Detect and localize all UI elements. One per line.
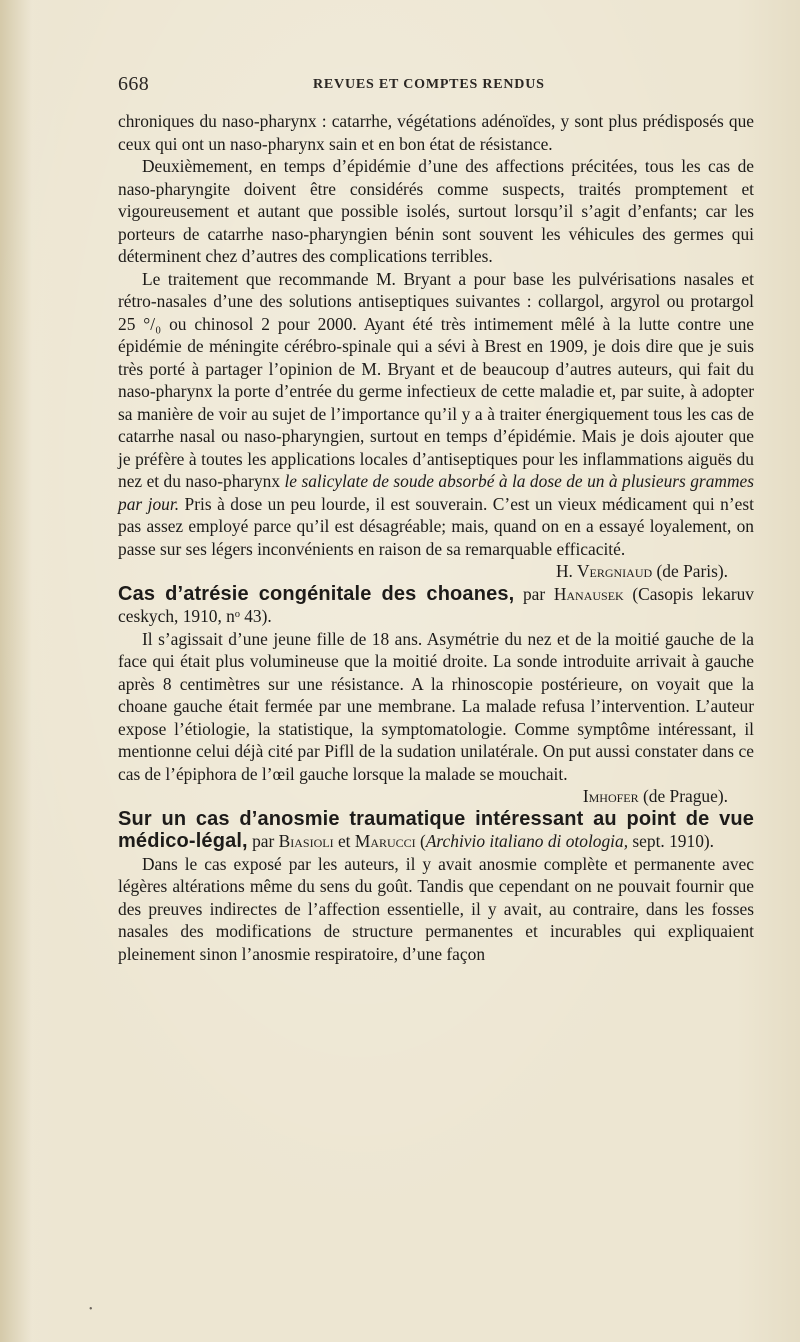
- abstract-anosmie-source-open: (: [415, 831, 426, 851]
- abstract-choanes-title: Cas d’atrésie congénitale des choanes,: [118, 582, 515, 605]
- abstract-anosmie-by: par: [247, 831, 279, 851]
- running-title: REVUES ET COMPTES RENDUS: [313, 77, 545, 92]
- treatment-text-part-2: Pris à dose un peu lourde, il est souverain. C’est un vieux médicament qui n’est pas assez employé parce qu’il est désagréable; mais, quand on en a essayé loyalement, on passe sur ses légers inconvénients en raison de sa remarquable efficacité.: [118, 493, 754, 559]
- page-number: 668: [118, 73, 150, 95]
- abstract-anosmie-author-2: Marucci: [354, 831, 416, 851]
- signature-imhofer-name: Imhofer: [582, 786, 639, 806]
- paragraph-continuation: chroniques du naso-pharynx : catarrhe, végétations adénoïdes, y sont plus prédisposés que ceux qui ont un naso-pharynx sain et en bon état de résistance.: [118, 111, 754, 154]
- treatment-italic-phrase: le salicylate de soude absorbé à la dose de un à plusieurs grammes par jour.: [118, 471, 754, 514]
- abstract-choanes-author: Hanausek: [553, 583, 624, 604]
- page-header: [118, 70, 754, 110]
- abstract-anosmie-source-close: sept. 1910).: [628, 831, 715, 851]
- article-body: [118, 110, 754, 965]
- document-page: [118, 70, 754, 965]
- signature-place: (de Paris).: [652, 561, 728, 581]
- signature-imhofer: [118, 785, 754, 808]
- abstract-choanes-heading: [118, 583, 754, 628]
- abstract-choanes-text: Il s’agissait d’une jeune fille de 18 ans. Asymétrie du nez et de la moitié gauche de la face qui était plus volumineuse que la moitié droite. La sonde introduite arrivait à gauche après 8 centimètres sur une résistance. A la rhinoscopie postérieure, on voyait que la choane gauche était fermée par une membrane. La malade refusa l’intervention. L’auteur expose l’étiologie, la statistique, la symptomatologie. Comme symptôme intéressant, il mentionne celui déjà cité par Pifll de la sudation unilatérale. On put aussi constater dans ce cas de l’épiphora de l’œil gauche lorsque la malade se mouchait.: [118, 628, 754, 784]
- paragraph-epidemic-advice: Deuxièmement, en temps d’épidémie d’une des affections précitées, tous les cas de naso-pharyngite doivent être considérés comme suspects, traités promptement et vigoureusement et autant que possible isolés, surtout lorsqu’il s’agit d’enfants; car les porteurs de catarrhe naso-pharyngien bénin sont souvent les véhicules des germes qui déterminent chez d’autres des complications terribles.: [118, 156, 754, 266]
- scan-speck: •: [89, 1304, 93, 1315]
- abstract-anosmie-journal: Archivio italiano di otologia,: [425, 831, 629, 851]
- signature-name: H. Vergniaud: [556, 561, 653, 581]
- abstract-choanes-by: par: [514, 583, 554, 604]
- treatment-text-part-1: Le traitement que recommande M. Bryant a pour base les pulvérisations nasales et rétro-nasales d’une des solutions antiseptiques suivantes : collargol, argyrol ou protargol 25 °/₀ ou chinosol 2 pour 2000. Ayant été très intimement mêlé à la lutte contre une épidémie de méningite cérébro-spinale qui a sévi à Brest en 1909, je dois dire que je suis très porté à partager l’opinion de M. Bryant et de beaucoup d’autres auteurs, qui fait du naso-pharynx la porte d’entrée du germe infectieux de cette maladie et, par suite, à adopter sa manière de voir au sujet de l’importance qu’il y a à traiter énergiquement tous les cas de catarrhe nasal ou naso-pharyngien, surtout en temps d’épidémie. Mais je dois ajouter que je préfère à toutes les applications locales d’antiseptiques pour les inflammations aiguës du nez et du naso-pharynx: [118, 268, 754, 491]
- abstract-anosmie-text: Dans le cas exposé par les auteurs, il y avait anosmie complète et permanente avec légères altérations même du sens du goût. Tandis que cependant on ne pouvait fournir que des preuves indirectes de l’affection essentielle, il y avait, au contraire, dans les fosses nasales des modifications de structure permanentes et incurables qui expliquaient pleinement sinon l’anosmie respiratoire, d’une façon: [118, 853, 754, 964]
- signature-vergniaud: [118, 560, 754, 583]
- signature-imhofer-place: (de Prague).: [638, 786, 728, 806]
- abstract-anosmie-title: Sur un cas d’anosmie traumatique intéressant au point de vue médico-légal,: [118, 807, 754, 852]
- abstract-anosmie-and: et: [333, 831, 355, 851]
- paragraph-treatment: [118, 268, 754, 561]
- abstract-choanes-source: (Casopis lekaruv ceskych, 1910, nᵒ 43).: [118, 583, 754, 626]
- abstract-anosmie-heading: [118, 808, 754, 853]
- abstract-anosmie-author-1: Biasioli: [278, 831, 334, 851]
